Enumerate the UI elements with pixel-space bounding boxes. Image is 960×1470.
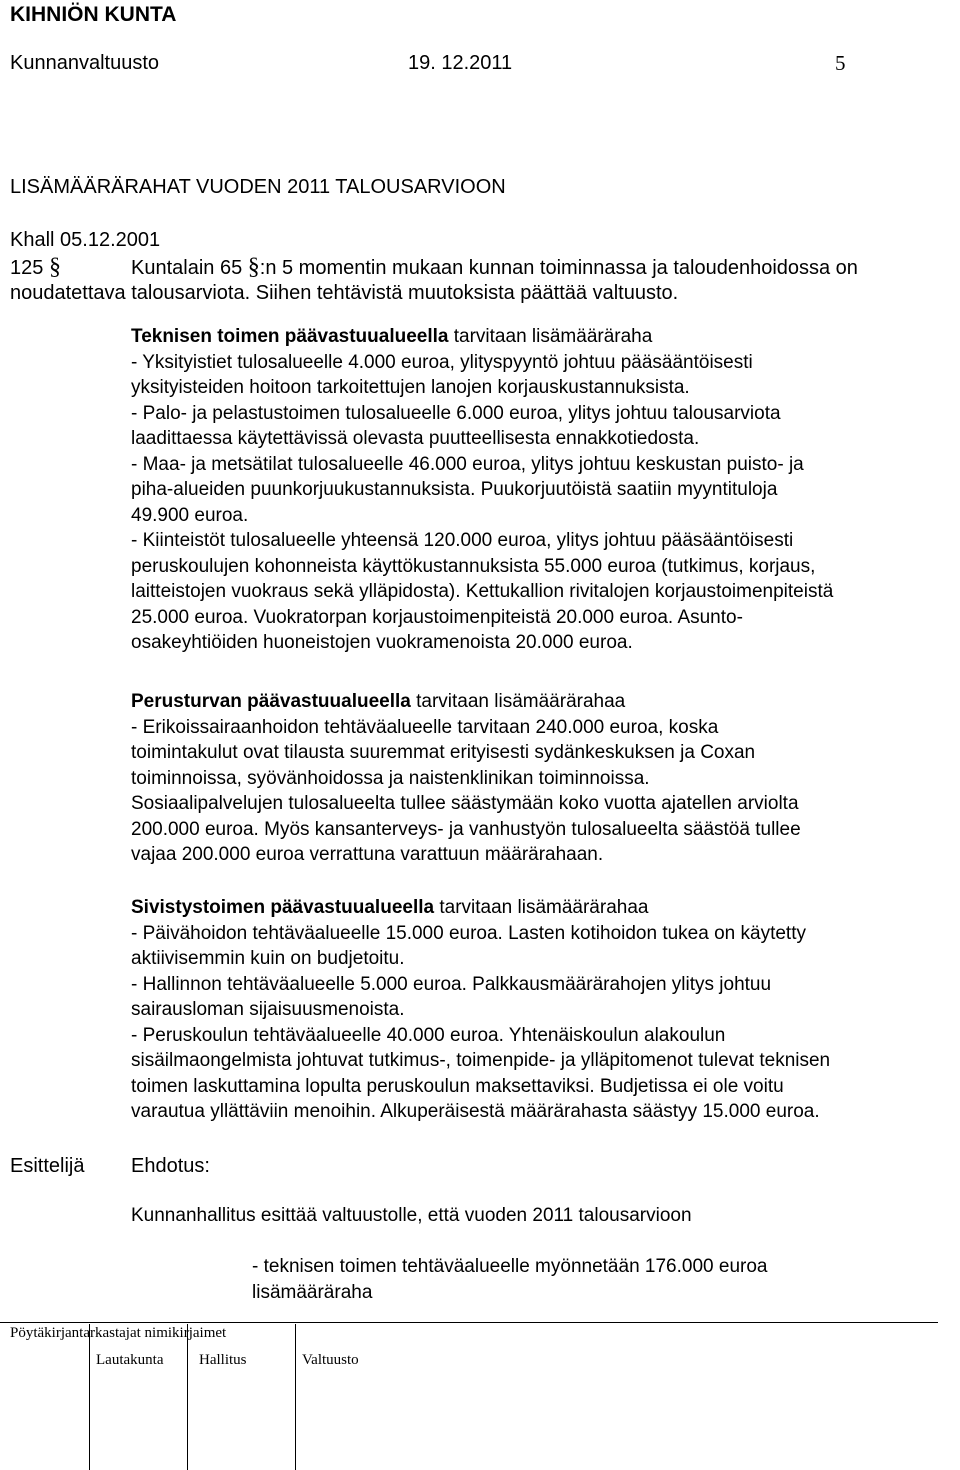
education-heading-rest: tarvitaan lisämäärärahaa <box>434 897 649 918</box>
presenter-label: Esittelijä <box>10 1155 85 1177</box>
basic-services-line: vajaa 200.000 euroa verrattuna varattuun määrärahaan. <box>131 844 604 865</box>
technical-line: - Yksityistiet tulosalueelle 4.000 euroa, ylityspyyntö johtuu pääsääntöisesti <box>131 351 753 373</box>
technical-line: yksityisteiden hoitoon tarkoitettujen lanojen korjauskustannuksista. <box>131 377 690 398</box>
footer-col-council: Valtuusto <box>302 1352 359 1368</box>
law-reference-text: Kuntalain 65 <box>131 257 243 279</box>
basic-services-section <box>131 689 801 868</box>
proposal-item-line: lisämääräraha <box>252 1281 373 1303</box>
technical-heading <box>131 324 833 350</box>
footer-divider <box>0 1322 938 1323</box>
technical-line: - Palo- ja pelastustoimen tulosalueelle 6.000 euroa, ylitys johtuu talousarviota <box>131 402 781 424</box>
technical-line: osakeyhtiöiden huoneistojen vuokramenoista 20.000 euroa. <box>131 632 633 653</box>
basic-services-heading-rest: tarvitaan lisämäärärahaa <box>410 691 626 712</box>
proposal-item <box>252 1254 767 1305</box>
proposal-item-line: - teknisen toimen tehtäväalueelle myönnetään 176.000 euroa <box>252 1256 768 1277</box>
basic-services-line: - Erikoissairaanhoidon tehtäväalueelle tarvitaan 240.000 euroa, koska <box>131 716 719 738</box>
footer-label: Pöytäkirjantarkastajat nimikirjaimet <box>10 1325 227 1341</box>
technical-line: - Kiinteistöt tulosalueelle yhteensä 120.000 euroa, ylitys johtuu pääsääntöisesti <box>131 530 794 551</box>
footer-box-divider <box>89 1324 90 1470</box>
education-heading-bold: Sivistystoimen päävastuualueella <box>131 897 435 918</box>
technical-line: laitteistojen vuokraus sekä ylläpidosta). Kettukallion rivitalojen korjaustoimenpiteistä <box>131 581 834 602</box>
meeting-date: 19. 12.2011 <box>408 52 513 74</box>
basic-services-line: toimintakulut ovat tilausta suuremmat erityisesti sydänkeskuksen ja Coxan <box>131 742 756 763</box>
education-line: sisäilmaongelmista johtuvat tutkimus-, toimenpide- ja ylläpitomenot tulevat teknisen <box>131 1050 831 1071</box>
technical-line: 49.900 euroa. <box>131 504 249 526</box>
proposal-text: Kunnanhallitus esittää valtuustolle, että vuoden 2011 talousarvioon <box>131 1205 692 1226</box>
law-section-sign: § <box>247 254 260 280</box>
footer-box-divider <box>295 1324 296 1470</box>
technical-line: piha-alueiden puunkorjuukustannuksista. Puukorjuutöistä saatiin myyntituloja <box>131 479 778 500</box>
technical-line: - Maa- ja metsätilat tulosalueelle 46.000 euroa, ylitys johtuu keskustan puisto- ja <box>131 453 804 475</box>
education-line: varautua yllättäviin menoihin. Alkuperäisestä määrärahasta säästyy 15.000 euroa. <box>131 1101 820 1122</box>
basic-services-line: Sosiaalipalvelujen tulosalueelta tullee säästymään koko vuotta ajatellen arviolta <box>131 793 799 814</box>
basic-services-line: toiminnoissa, syövänhoidossa ja naistenklinikan toiminnoissa. <box>131 767 650 789</box>
basic-services-heading-bold: Perusturvan päävastuualueella <box>131 691 411 712</box>
education-line: - Hallinnon tehtäväalueelle 5.000 euroa. Palkkausmäärärahojen ylitys johtuu <box>131 973 772 995</box>
municipality-name: KIHNIÖN KUNTA <box>10 3 177 26</box>
education-line: aktiivisemmin kuin on budjetoitu. <box>131 948 405 969</box>
document-title: LISÄMÄÄRÄRAHAT VUODEN 2011 TALOUSARVIOON <box>10 176 506 198</box>
basic-services-heading <box>131 689 801 715</box>
section-number <box>10 254 61 280</box>
footer-col-board: Hallitus <box>199 1352 247 1368</box>
education-line: - Peruskoulun tehtäväalueelle 40.000 euroa. Yhtenäiskoulun alakoulun <box>131 1024 726 1046</box>
education-line: - Päivähoidon tehtäväalueelle 15.000 euroa. Lasten kotihoidon tukea on käytetty <box>131 922 806 944</box>
council-name: Kunnanvaltuusto <box>10 52 160 74</box>
technical-line: laadittaessa käytettävissä olevasta puutteellisesta ennakkotiedosta. <box>131 428 700 449</box>
technical-section <box>131 324 833 656</box>
technical-heading-rest: tarvitaan lisämääräraha <box>448 326 653 347</box>
technical-line: 25.000 euroa. Vuokratorpan korjaustoimenpiteistä 20.000 euroa. Asunto- <box>131 606 743 628</box>
education-line: toimen laskuttamina lopulta peruskoulun maksettaviksi. Budjetissa ei ole voitu <box>131 1075 784 1097</box>
footer-box-divider <box>187 1324 188 1470</box>
technical-heading-bold: Teknisen toimen päävastuualueella <box>131 326 449 347</box>
technical-line: peruskoulujen kohonneista käyttökustannuksista 55.000 euroa (tutkimus, korjaus, <box>131 555 816 577</box>
law-reference-line <box>131 254 858 280</box>
footer-col-committee: Lautakunta <box>96 1352 164 1368</box>
proposal-label: Ehdotus: <box>131 1155 210 1177</box>
page-number: 5 <box>835 51 846 75</box>
law-reference-rest: :n 5 momentin mukaan kunnan toiminnassa ja taloudenhoidossa on <box>259 257 858 279</box>
section-sign: § <box>48 254 61 280</box>
section-number-value: 125 <box>10 257 44 279</box>
education-line: sairausloman sijaisuusmenoista. <box>131 999 405 1020</box>
board-reference: Khall 05.12.2001 <box>10 229 161 251</box>
education-section <box>131 895 830 1125</box>
law-reference-continuation: noudatettava talousarviota. Siihen tehtävistä muutoksista päättää valtuusto. <box>10 282 679 304</box>
education-heading <box>131 895 830 921</box>
basic-services-line: 200.000 euroa. Myös kansanterveys- ja vanhustyön tulosalueelta säästöä tullee <box>131 818 801 840</box>
